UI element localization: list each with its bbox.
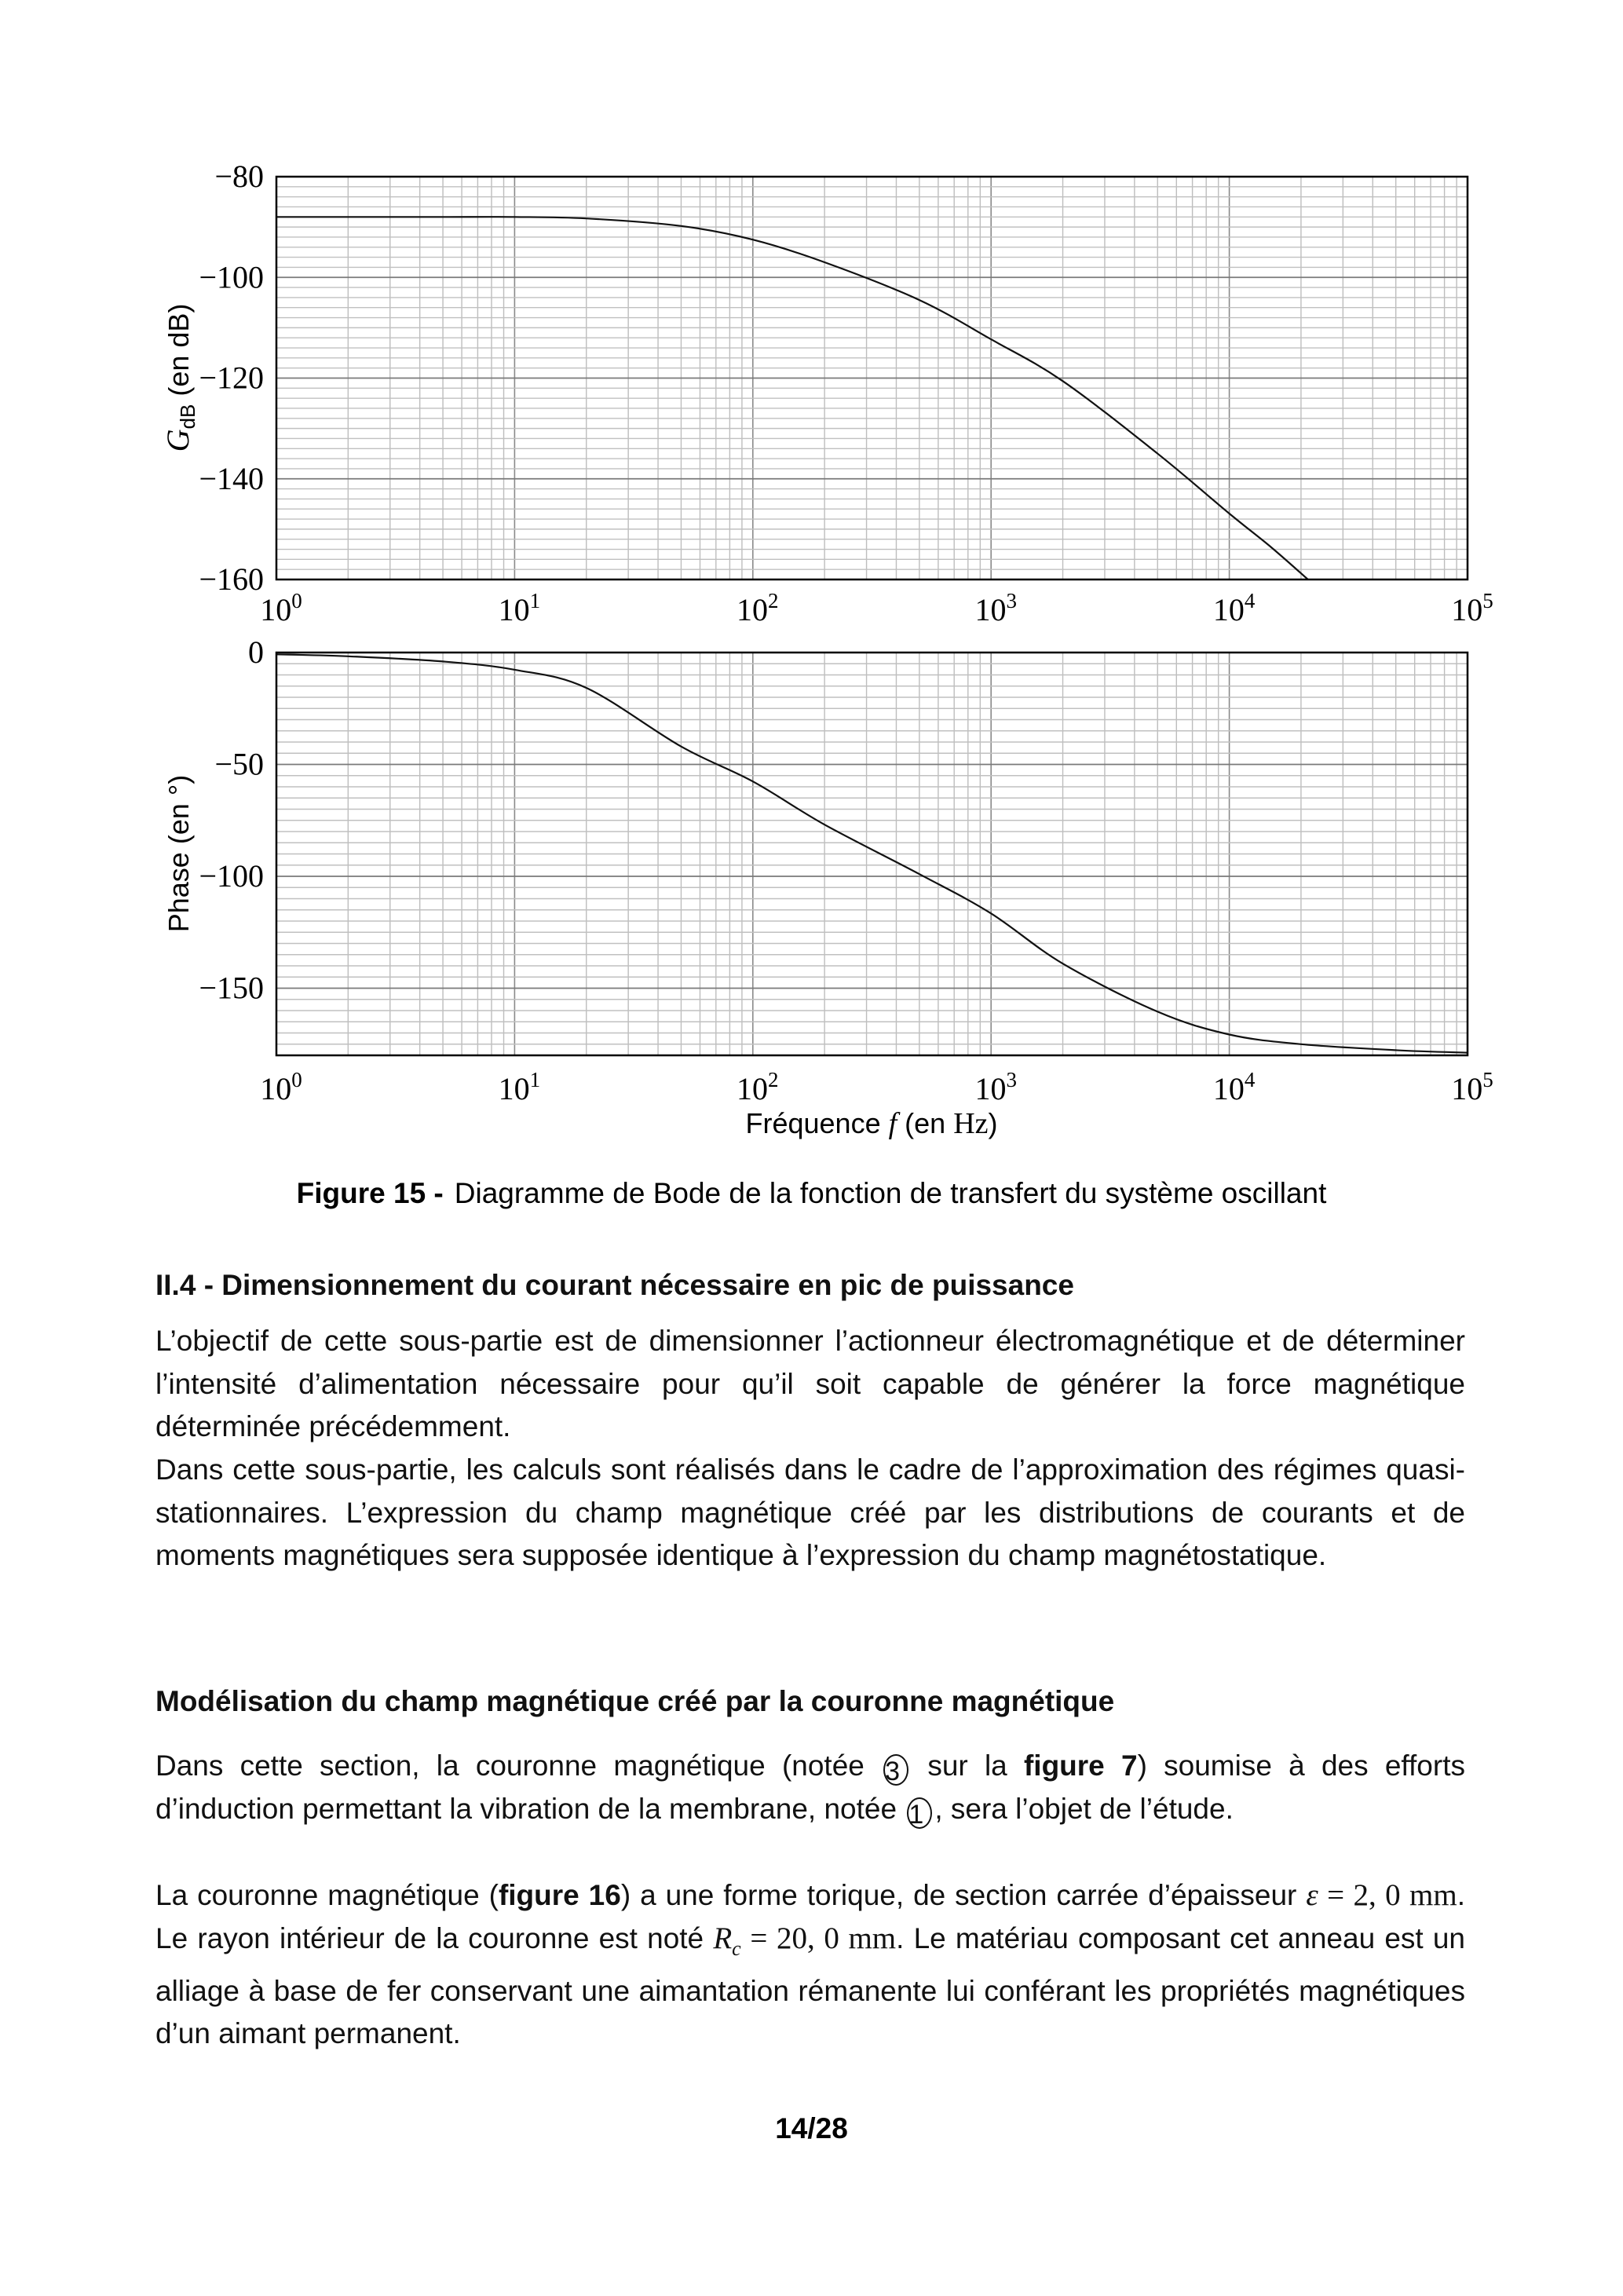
circled-number-1: 1 xyxy=(907,1797,932,1829)
phase-y-axis-label: Phase (en °) xyxy=(163,774,195,933)
y-tick-label: −160 xyxy=(199,561,264,597)
y-tick-label: −150 xyxy=(199,970,264,1006)
section-paragraph-1: L’objectif de cette sous-partie est de dimensionner l’actionneur électromagnétique et de déterminer l’intensité d’alimentation nécessaire pour qu’il soit capable de générer la force magnétique déterminée précédemment. xyxy=(155,1325,1465,1442)
circled-number-3: 3 xyxy=(883,1754,908,1786)
x-tick-label: $10^1$ xyxy=(498,1068,541,1106)
phase-plot-grid xyxy=(276,653,1468,1055)
x-tick-label: $10^3$ xyxy=(974,589,1017,627)
y-tick-label: −100 xyxy=(199,858,264,894)
x-tick-label: $10^5$ xyxy=(1451,1068,1493,1106)
gain-plot-grid xyxy=(276,177,1468,579)
figure-7-reference: figure 7 xyxy=(1023,1749,1138,1782)
x-tick-label: $10^3$ xyxy=(974,1068,1017,1106)
gain-x-tick-labels xyxy=(260,589,1493,627)
x-tick-label: $10^0$ xyxy=(260,1068,302,1106)
x-tick-label: $10^4$ xyxy=(1212,589,1256,627)
y-tick-label: 0 xyxy=(248,634,264,670)
y-tick-label: −120 xyxy=(199,360,264,396)
figure-number: Figure 15 - xyxy=(296,1177,444,1209)
x-tick-label: $10^2$ xyxy=(737,1068,779,1106)
subsection-heading: Modélisation du champ magnétique créé par la couronne magnétique xyxy=(155,1685,1115,1717)
y-tick-label: −140 xyxy=(199,460,264,496)
section-paragraph-2: Dans cette sous-partie, les calculs sont réalisés dans le cadre de l’approximation des régimes quasi-stationnaires. L’expression du champ magnétique créé par les distributions de courants et de moments magnétiques sera supposée identique à l’expression du champ magnétostatique. xyxy=(155,1453,1465,1571)
x-tick-label: $10^1$ xyxy=(498,589,541,627)
y-tick-label: −50 xyxy=(214,746,264,782)
epsilon-value: ε = 2, 0 mm xyxy=(1306,1878,1457,1912)
x-tick-label: $10^2$ xyxy=(737,589,779,627)
phase-y-tick-labels xyxy=(199,634,264,1006)
figure-caption-text: Diagramme de Bode de la fonction de transfert du système oscillant xyxy=(454,1177,1327,1209)
y-tick-label: −80 xyxy=(214,159,264,194)
gain-y-axis-label: $G_{dB}$ (en dB) xyxy=(160,303,199,452)
phase-x-tick-labels xyxy=(260,1068,1493,1106)
section-heading: II.4 - Dimensionnement du courant nécessaire en pic de puissance xyxy=(155,1269,1074,1301)
gain-y-tick-labels xyxy=(199,159,264,597)
subsection-paragraph-1: Dans cette section, la couronne magnétique (notée 3 sur la figure 7) soumise à des efforts d’induction permettant la vibration de la membrane, notée 1 , sera l’objet de l’étude. xyxy=(155,1749,1465,1830)
x-tick-label: $10^0$ xyxy=(260,589,302,627)
figure-caption xyxy=(0,1172,1623,1215)
x-axis-label: Fréquence f (en Hz) xyxy=(745,1107,998,1140)
page-number: 14/28 xyxy=(775,2112,848,2144)
x-tick-label: $10^4$ xyxy=(1212,1068,1256,1106)
subsection-paragraph-2: La couronne magnétique (figure 16) a une forme torique, de section carrée d’épaisseur ε = 2, 0 mm. Le rayon intérieur de la couronne est noté $R_c = 20$, 0 mm. Le matériau composant cet anneau est un alliage à base de fer conservant une aimantation rémanente lui conférant les propriétés magnétiques d’un aimant permanent. xyxy=(155,1878,1466,2050)
x-tick-label: $10^5$ xyxy=(1451,589,1493,627)
figure-16-reference: figure 16 xyxy=(498,1879,621,1911)
y-tick-label: −100 xyxy=(199,259,264,295)
rc-value: $R_c = 20$, 0 mm xyxy=(713,1921,897,1960)
